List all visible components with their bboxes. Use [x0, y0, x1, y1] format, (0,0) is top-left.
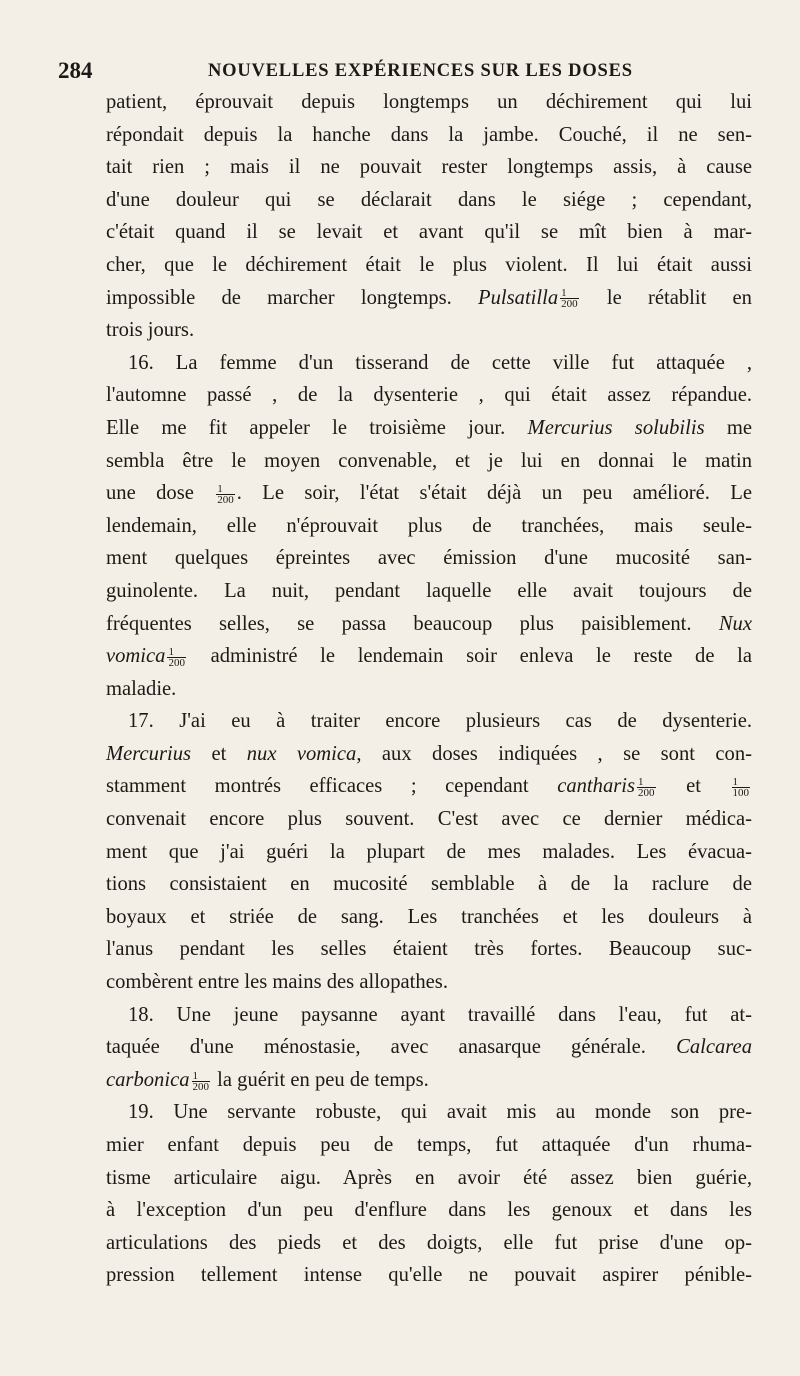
- fraction-numerator: 1: [192, 1071, 211, 1082]
- text-line: [106, 868, 752, 901]
- text-run: c'était quand il se levait et avant qu'il se mît bien à mar-: [106, 221, 752, 244]
- fraction-numerator: 1: [637, 777, 656, 788]
- page-header: [0, 58, 800, 88]
- text-run: 16. La femme d'un tisserand de cette ville fut attaquée ,: [128, 351, 752, 374]
- text-line: [106, 999, 752, 1032]
- text-run: lendemain, elle n'éprouvait plus de tranchées, mais seule-: [106, 514, 752, 537]
- text-line: [106, 1227, 752, 1260]
- text-run: administré le lendemain soir enleva le reste de la: [187, 645, 752, 668]
- text-line: [106, 640, 752, 673]
- text-run: stamment montrés efficaces ; cependant: [106, 775, 558, 798]
- fraction-denominator: 200: [217, 493, 234, 506]
- text-line: [106, 510, 752, 543]
- text-run: répondait depuis la hanche dans la jambe. Couché, il ne sen-: [106, 123, 752, 146]
- text-run: ment quelques épreintes avec émission d'une mucosité san-: [106, 547, 752, 570]
- text-run: patient, éprouvait depuis longtemps un déchirement qui lui: [106, 91, 752, 113]
- text-line: [106, 542, 752, 575]
- text-line: [106, 1162, 752, 1195]
- italic-term: Nux: [718, 612, 752, 635]
- italic-term: carbonica: [106, 1068, 190, 1091]
- dose-fraction: [560, 288, 579, 309]
- text-run: sembla être le moyen convenable, et je lui en donnai le matin: [106, 449, 752, 472]
- dose-fraction: [167, 647, 186, 668]
- text-run: ment que j'ai guéri la plupart de mes malades. Les évacua-: [106, 840, 752, 863]
- body-text: [106, 86, 752, 1292]
- text-line: [106, 379, 752, 412]
- text-run: l'anus pendant les selles étaient très fortes. Beaucoup suc-: [106, 938, 752, 961]
- text-line: [106, 901, 752, 934]
- text-line: [106, 1259, 752, 1292]
- page-number: 284: [58, 58, 93, 83]
- text-run: fréquentes selles, se passa beaucoup plus paisiblement.: [106, 612, 719, 635]
- text-run: une dose: [106, 482, 215, 505]
- text-line: [106, 249, 752, 282]
- text-line: [106, 1031, 752, 1064]
- text-run: à l'exception d'un peu d'enflure dans les genoux et dans les: [106, 1199, 752, 1222]
- fraction-denominator: 200: [561, 298, 578, 311]
- text-line: [106, 119, 752, 152]
- italic-term: vomica: [106, 645, 166, 668]
- text-run: Elle me fit appeler le troisième jour.: [106, 416, 528, 439]
- text-line: [106, 608, 752, 641]
- text-line: [106, 1129, 752, 1162]
- fraction-denominator: 200: [168, 656, 185, 669]
- text-run: combèrent entre les mains des allopathes.: [106, 971, 448, 994]
- text-run: me: [704, 416, 753, 439]
- text-run: la guérit en peu de temps.: [212, 1068, 429, 1091]
- text-line: [106, 216, 752, 249]
- text-run: mier enfant depuis peu de temps, fut attaquée d'un rhuma-: [106, 1134, 752, 1156]
- text-run: l'automne passé , de la dysenterie , qui était assez répandue.: [106, 384, 752, 407]
- dose-fraction: [732, 777, 751, 798]
- text-run: impossible de marcher longtemps.: [106, 286, 479, 309]
- text-line: [106, 445, 752, 478]
- text-line: [106, 673, 752, 706]
- text-line: [106, 705, 752, 738]
- text-line: [106, 803, 752, 836]
- text-line: [106, 933, 752, 966]
- italic-term: nux vomica: [246, 742, 357, 765]
- text-line: [106, 770, 752, 803]
- text-line: [106, 1064, 752, 1097]
- dose-fraction: [216, 484, 235, 505]
- text-run: articulations des pieds et des doigts, elle fut prise d'une op-: [106, 1231, 752, 1254]
- text-line: [106, 738, 752, 771]
- italic-term: Calcarea: [676, 1036, 752, 1059]
- text-run: d'une douleur qui se déclarait dans le siége ; cependant,: [106, 188, 752, 211]
- text-line: [106, 86, 752, 119]
- text-run: trois jours.: [106, 319, 195, 342]
- text-run: tions consistaient en mucosité semblable à de la raclure de: [106, 873, 752, 896]
- text-run: cher, que le déchirement était le plus violent. Il lui était aussi: [106, 253, 752, 276]
- dose-fraction: [192, 1071, 211, 1092]
- fraction-numerator: 1: [560, 288, 579, 299]
- text-line: [106, 151, 752, 184]
- text-line: [106, 836, 752, 869]
- text-run: et: [657, 775, 730, 798]
- italic-term: Pulsatilla: [478, 286, 559, 309]
- text-line: [106, 184, 752, 217]
- fraction-denominator: 100: [732, 787, 749, 800]
- dose-fraction: [637, 777, 656, 798]
- italic-term: Mercurius solubilis: [527, 416, 705, 439]
- text-line: [106, 1194, 752, 1227]
- fraction-numerator: 1: [216, 484, 235, 495]
- italic-term: Mercurius: [106, 742, 192, 765]
- fraction-numerator: 1: [732, 777, 751, 788]
- text-run: 18. Une jeune paysanne ayant travaillé dans l'eau, fut at-: [128, 1003, 752, 1026]
- text-run: et: [191, 742, 247, 765]
- text-run: maladie.: [106, 677, 177, 700]
- text-run: boyaux et striée de sang. Les tranchées et les douleurs à: [106, 905, 752, 928]
- text-line: [106, 1096, 752, 1129]
- text-run: convenait encore plus souvent. C'est avec ce dernier médica-: [106, 808, 752, 831]
- text-line: [106, 347, 752, 380]
- text-line: [106, 314, 752, 347]
- text-run: taquée d'une ménostasie, avec anasarque générale.: [106, 1036, 677, 1059]
- text-run: 17. J'ai eu à traiter encore plusieurs cas de dysenterie.: [128, 710, 752, 733]
- fraction-denominator: 200: [192, 1080, 210, 1093]
- text-run: guinolente. La nuit, pendant laquelle elle avait toujours de: [106, 579, 752, 602]
- italic-term: cantharis: [557, 775, 636, 798]
- text-line: [106, 966, 752, 999]
- text-run: le rétablit en: [580, 286, 752, 309]
- text-run: tisme articulaire aigu. Après en avoir été assez bien guérie,: [106, 1166, 752, 1189]
- text-run: tait rien ; mais il ne pouvait rester longtemps assis, à cause: [106, 156, 752, 179]
- fraction-denominator: 200: [638, 787, 655, 800]
- text-run: pression tellement intense qu'elle ne pouvait aspirer pénible-: [106, 1264, 752, 1287]
- text-run: 19. Une servante robuste, qui avait mis au monde son pre-: [128, 1101, 752, 1124]
- text-line: [106, 412, 752, 445]
- fraction-numerator: 1: [167, 647, 186, 658]
- running-head: NOUVELLES EXPÉRIENCES SUR LES DOSES: [208, 61, 633, 81]
- text-line: [106, 575, 752, 608]
- text-run: , aux doses indiquées , se sont con-: [356, 742, 752, 765]
- text-line: [106, 282, 752, 315]
- text-run: . Le soir, l'état s'était déjà un peu amélioré. Le: [236, 482, 753, 505]
- text-line: [106, 477, 752, 510]
